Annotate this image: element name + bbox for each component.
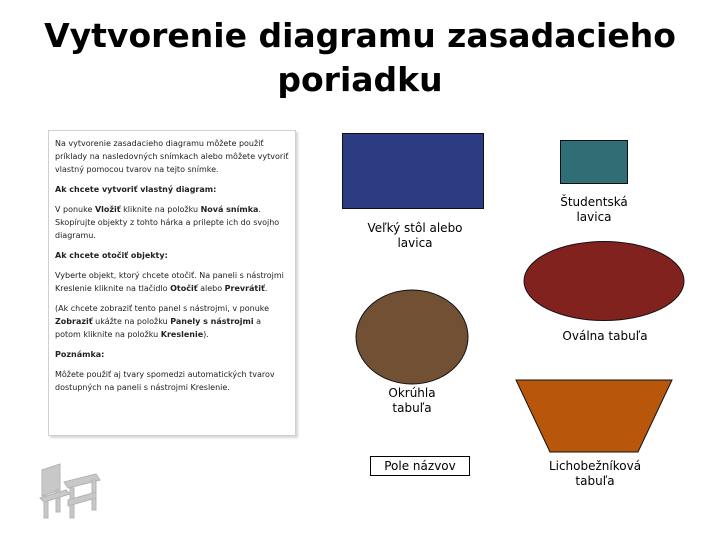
instructions-panel — [48, 130, 296, 436]
instructions-rotate-text: Vyberte objekt, ktorý chcete otočiť. Na paneli s nástrojmi Kreslenie kliknite na tlačidlo Otočiť alebo Prevrátiť. — [55, 271, 284, 293]
oval-table-label: Oválna tabuľa — [562, 329, 648, 343]
slide-title-line-2: poriadku — [277, 60, 443, 99]
slide-title-line-1: Vytvorenie diagramu zasadacieho — [44, 16, 676, 55]
student-desk-shape[interactable] — [560, 140, 628, 184]
instructions-create-text: V ponuke Vložiť kliknite na položku Nová snímka. Skopírujte objekty z tohto hárka a prilepte ich do svojho diagramu. — [55, 205, 280, 240]
big-table-shape[interactable] — [342, 133, 484, 209]
name-field-box[interactable]: Pole názvov — [370, 456, 470, 476]
school-desk-icon — [36, 460, 102, 522]
instructions-heading-create: Ak chcete vytvoriť vlastný diagram: — [55, 185, 217, 194]
instructions-heading-note: Poznámka: — [55, 350, 105, 359]
slide-title — [0, 14, 720, 102]
big-table-label: Veľký stôl alebo lavica — [367, 221, 463, 250]
trapezoid-table-shape[interactable] — [512, 378, 676, 454]
instructions-intro: Na vytvorenie zasadacieho diagramu môžete použiť príklady na nasledovných snímkach alebo môžete vytvoriť vlastný pomocou tvarov na tejto snímke. — [55, 139, 289, 174]
oval-table-shape[interactable] — [522, 240, 686, 322]
instructions-note-text: Môžete použiť aj tvary spomedzi automatických tvarov dostupných na paneli s nástrojmi Kreslenie. — [55, 370, 275, 392]
round-table-shape[interactable] — [355, 289, 469, 385]
instructions-rotate-toolbar-text: (Ak chcete zobraziť tento panel s nástrojmi, v ponuke Zobraziť ukážte na položku Panely s nástrojmi a potom kliknite na položku Kreslenie). — [55, 304, 270, 339]
trapezoid-table-label: Lichobežníková tabuľa — [548, 459, 642, 488]
instructions-heading-rotate: Ak chcete otočiť objekty: — [55, 251, 168, 260]
student-desk-label: Študentská lavica — [560, 195, 628, 224]
round-table-label: Okrúhla tabuľa — [388, 386, 436, 415]
